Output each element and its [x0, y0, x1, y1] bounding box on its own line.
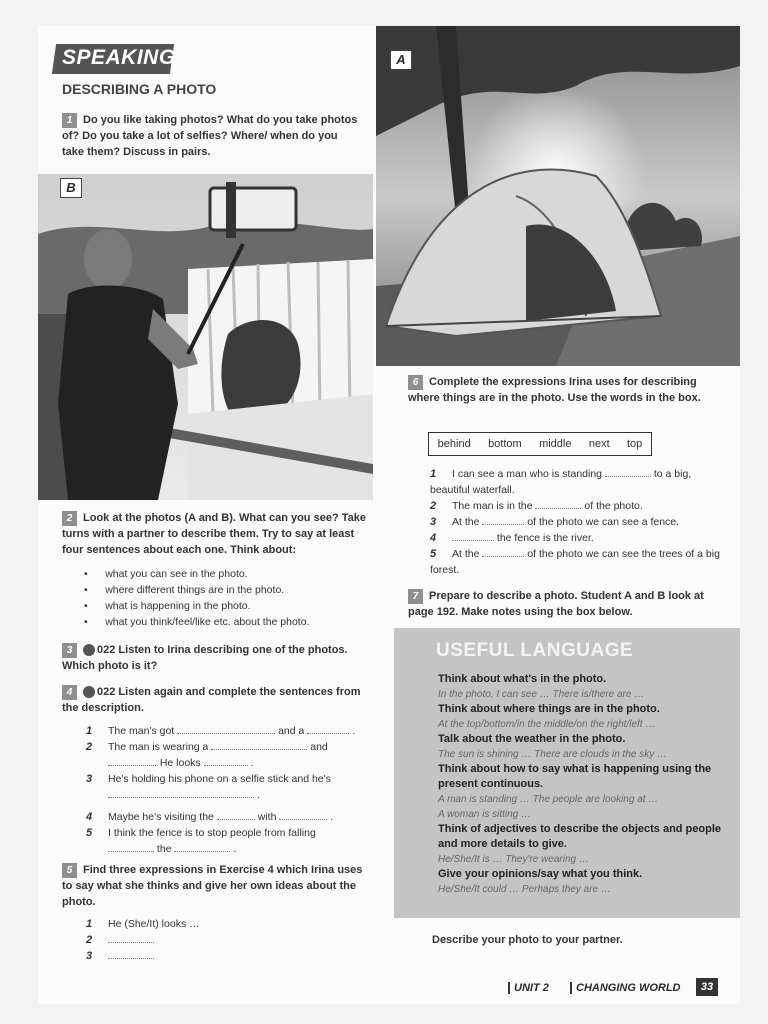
- list-item: 4 Maybe he's visiting the with .: [86, 811, 334, 823]
- audio-track: 022: [97, 686, 116, 698]
- footer-unit: UNIT 2: [508, 982, 549, 994]
- list-item: 5 I think the fence is to stop people from falling the .: [86, 827, 316, 855]
- exercise-number: 6: [408, 375, 423, 390]
- useful-example: He/She/It could … Perhaps they are …: [438, 884, 611, 895]
- exercise-1-text: Do you like taking photos? What do you take photos of? Do you take a lot of selfies? Where/ when do you take them? Discuss in pairs.: [62, 114, 358, 158]
- list-item: 4 the fence is the river.: [430, 532, 594, 544]
- list-item: 2: [86, 932, 376, 948]
- exercise-3-text: Listen to Irina describing one of the photos. Which photo is it?: [62, 644, 348, 672]
- exercise-number: 2: [62, 511, 77, 526]
- exercise-6: [408, 374, 708, 406]
- exercise-4-text: Listen again and complete the sentences from the description.: [62, 686, 361, 714]
- useful-language-lines: [438, 672, 726, 897]
- exercise-1: [62, 112, 362, 160]
- bullet-item: • where different things are in the photo.: [84, 584, 285, 596]
- exercise-6-items: [430, 466, 720, 578]
- word-box: [428, 432, 652, 456]
- bullet-item: • what you think/feel/like etc. about the photo.: [84, 616, 310, 628]
- exercise-7: [408, 588, 713, 620]
- exercise-5-text: Find three expressions in Exercise 4 which Irina uses to say what she thinks and give her own ideas about the photo.: [62, 864, 363, 908]
- exercise-number: 3: [62, 643, 77, 658]
- section-title: SPEAKING: [62, 46, 176, 69]
- useful-heading: Talk about the weather in the photo.: [438, 733, 626, 745]
- useful-heading: Think about where things are in the photo.: [438, 703, 660, 715]
- word-box-item: bottom: [488, 438, 522, 450]
- useful-example: A woman is sitting …: [438, 809, 531, 820]
- audio-icon[interactable]: [83, 644, 95, 656]
- photo-b-label: B: [60, 178, 82, 198]
- footer-title: CHANGING WORLD: [570, 982, 681, 994]
- exercise-number: 5: [62, 863, 77, 878]
- exercise-number: 1: [62, 113, 77, 128]
- exercise-2: [62, 510, 372, 558]
- useful-language-title: USEFUL LANGUAGE: [436, 640, 634, 661]
- page-number: 33: [696, 978, 718, 996]
- useful-example: The sun is shining … There are clouds in the sky …: [438, 749, 667, 760]
- audio-icon[interactable]: [83, 686, 95, 698]
- exercise-number: 4: [62, 685, 77, 700]
- useful-example: A man is standing … The people are looking at …: [438, 794, 659, 805]
- exercise-5-items: [86, 916, 376, 964]
- list-item: 1 I can see a man who is standing to a big, beautiful waterfall.: [430, 468, 692, 496]
- useful-example: In the photo, I can see … There is/there are …: [438, 689, 645, 700]
- list-item: 2 The man is wearing a and . He looks .: [86, 741, 328, 769]
- exercise-5: [62, 862, 372, 910]
- useful-heading: Give your opinions/say what you think.: [438, 868, 643, 880]
- list-item: 3: [86, 948, 376, 964]
- list-item: 3 At the of the photo we can see a fence.: [430, 516, 680, 528]
- photo-a-label: A: [390, 50, 412, 70]
- list-item: 1 He (She/It) looks …: [86, 918, 200, 930]
- describe-instruction: Describe your photo to your partner.: [432, 934, 623, 946]
- exercise-4: [62, 684, 372, 716]
- exercise-7-text: Prepare to describe a photo. Student A and B look at page 192. Make notes using the box below.: [408, 590, 704, 618]
- page-subtitle: DESCRIBING A PHOTO: [62, 81, 217, 97]
- list-item: 1 The man's got and a .: [86, 725, 356, 737]
- useful-heading: Think about how to say what is happening using the present continuous.: [438, 763, 712, 790]
- exercise-2-text: Look at the photos (A and B). What can you see? Take turns with a partner to describe them. Try to say at least four sentences about each one. Think about:: [62, 512, 366, 556]
- word-box-item: behind: [437, 438, 471, 450]
- exercise-number: 7: [408, 589, 423, 604]
- useful-heading: Think of adjectives to describe the objects and people and more details to give.: [438, 823, 722, 850]
- useful-heading: Think about what's in the photo.: [438, 673, 607, 685]
- exercise-3: [62, 642, 372, 674]
- list-item: 5 At the of the photo we can see the trees of a big forest.: [430, 548, 720, 576]
- exercise-4-items: [86, 723, 376, 857]
- textbook-page: [38, 26, 740, 1004]
- useful-example: He/She/It is … They're wearing …: [438, 854, 589, 865]
- exercise-6-text: Complete the expressions Irina uses for describing where things are in the photo. Use the words in the box.: [408, 376, 701, 404]
- word-box-item: middle: [539, 438, 572, 450]
- photo-a-tent: [376, 26, 740, 366]
- bullet-item: • what is happening in the photo.: [84, 600, 251, 612]
- footer: [508, 978, 728, 1000]
- word-box-item: top: [627, 438, 643, 450]
- useful-example: At the top/bottom/in the middle/on the right/left …: [438, 719, 656, 730]
- list-item: 2 The man is in the of the photo.: [430, 500, 643, 512]
- list-item: 3 He's holding his phone on a selfie stick and he's .: [86, 773, 331, 801]
- photo-b-selfie: [38, 174, 373, 500]
- word-box-item: next: [588, 438, 610, 450]
- bullet-item: • what you can see in the photo.: [84, 568, 248, 580]
- useful-language-box: [394, 628, 740, 918]
- audio-track: 022: [97, 644, 116, 656]
- exercise-2-bullets: [84, 566, 374, 630]
